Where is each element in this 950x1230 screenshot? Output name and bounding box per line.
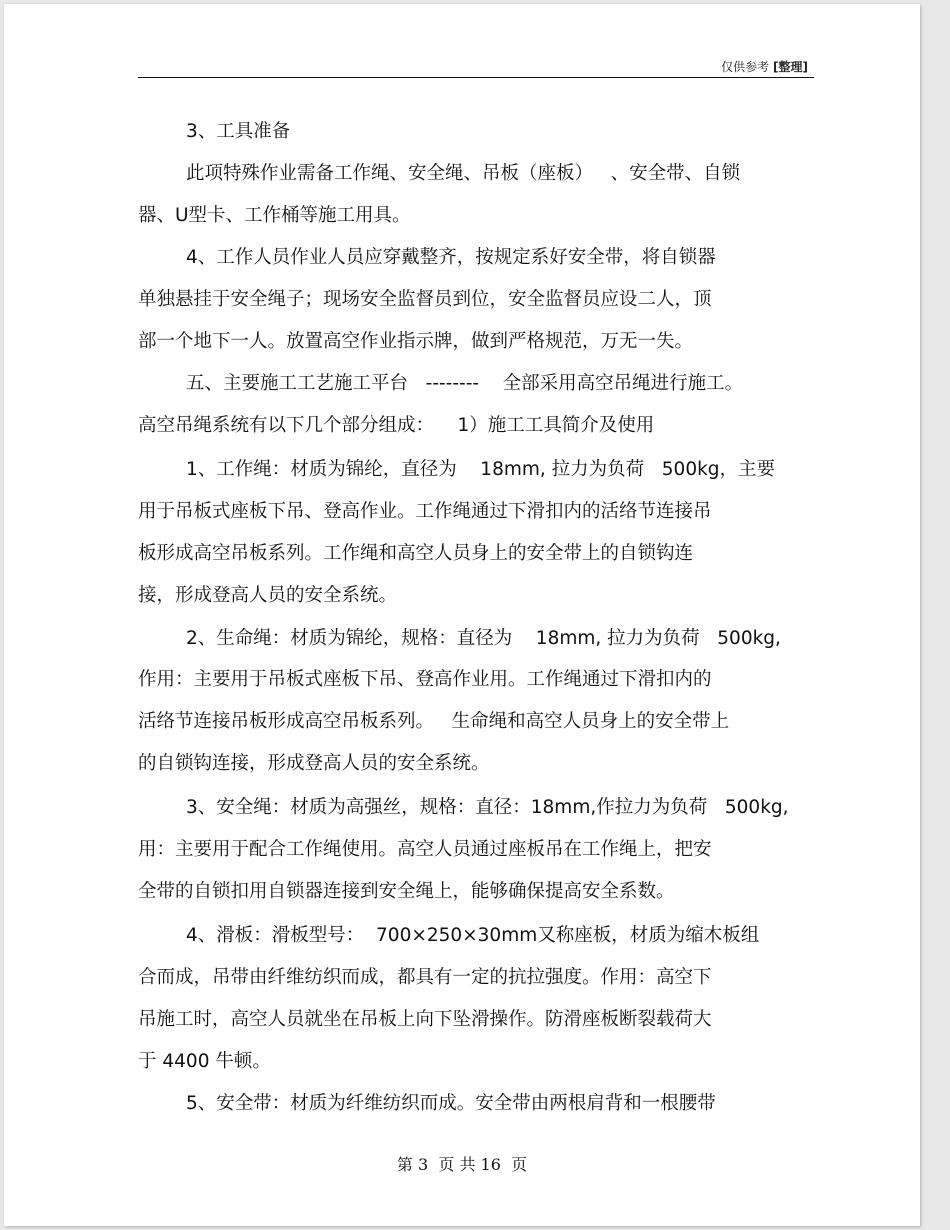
text-line: 2、生命绳：材质为锦纶，规格：直径为 18mm, 拉力为负荷 500kg, xyxy=(186,628,781,649)
header-label: 仅供参考 xyxy=(721,60,770,74)
text-line: 用于吊板式座板下吊、登高作业。工作绳通过下滑扣内的活络节连接吊 xyxy=(138,501,712,522)
text-line: 器、U型卡、工作桶等施工用具。 xyxy=(138,205,411,226)
page-number: 第 3 页 共 16 页 xyxy=(396,1155,528,1174)
text-line: 5、安全带：材质为纤维纺织而成。安全带由两根肩背和一根腰带 xyxy=(186,1093,716,1114)
text-line: 4、滑板：滑板型号： 700×250×30mm又称座板，材质为缩木板组 xyxy=(186,925,760,946)
text-line: 于 4400 牛顿。 xyxy=(138,1051,271,1072)
text-line: 部一个地下一人。放置高空作业指示牌，做到严格规范，万无一失。 xyxy=(138,331,694,352)
text-line: 4、工作人员作业人员应穿戴整齐，按规定系好安全带，将自锁器 xyxy=(186,247,716,268)
text-line: 作用：主要用于吊板式座板下吊、登高作业用。工作绳通过下滑扣内的 xyxy=(138,669,712,690)
text-line: 板形成高空吊板系列。工作绳和高空人员身上的安全带上的自锁钩连 xyxy=(138,543,694,564)
text-line: 吊施工时，高空人员就坐在吊板上向下坠滑操作。防滑座板断裂载荷大 xyxy=(138,1009,712,1030)
header-tag: [整理] xyxy=(773,60,808,74)
page-header xyxy=(721,58,808,75)
text-line: 活络节连接吊板形成高空吊板系列。 生命绳和高空人员身上的安全带上 xyxy=(138,711,730,732)
text-line: 高空吊绳系统有以下几个部分组成： 1）施工工具简介及使用 xyxy=(138,415,655,436)
text-line: 合而成，吊带由纤维纺织而成，都具有一定的抗拉强度。作用：高空下 xyxy=(138,967,712,988)
text-line: 全带的自锁扣用自锁器连接到安全绳上，能够确保提高安全系数。 xyxy=(138,881,675,902)
text-line: 1、工作绳：材质为锦纶，直径为 18mm, 拉力为负荷 500kg，主要 xyxy=(186,459,776,480)
text-line: 五、主要施工工艺施工平台 -------- 全部采用高空吊绳进行施工。 xyxy=(186,373,744,394)
text-line: 的自锁钩连接，形成登高人员的安全系统。 xyxy=(138,753,490,774)
text-line: 单独悬挂于安全绳子；现场安全监督员到位，安全监督员应设二人，顶 xyxy=(138,289,712,310)
text-line: 3、安全绳：材质为高强丝，规格：直径：18mm,作拉力为负荷 500kg, xyxy=(186,797,789,818)
text-line: 3、工具准备 xyxy=(186,121,291,142)
text-line: 此项特殊作业需备工作绳、安全绳、吊板（座板） 、安全带、自锁 xyxy=(186,163,741,184)
header-divider xyxy=(138,77,814,78)
text-line: 用：主要用于配合工作绳使用。高空人员通过座板吊在工作绳上，把安 xyxy=(138,839,712,860)
text-line: 接，形成登高人员的安全系统。 xyxy=(138,585,398,606)
document-page xyxy=(4,4,920,1226)
